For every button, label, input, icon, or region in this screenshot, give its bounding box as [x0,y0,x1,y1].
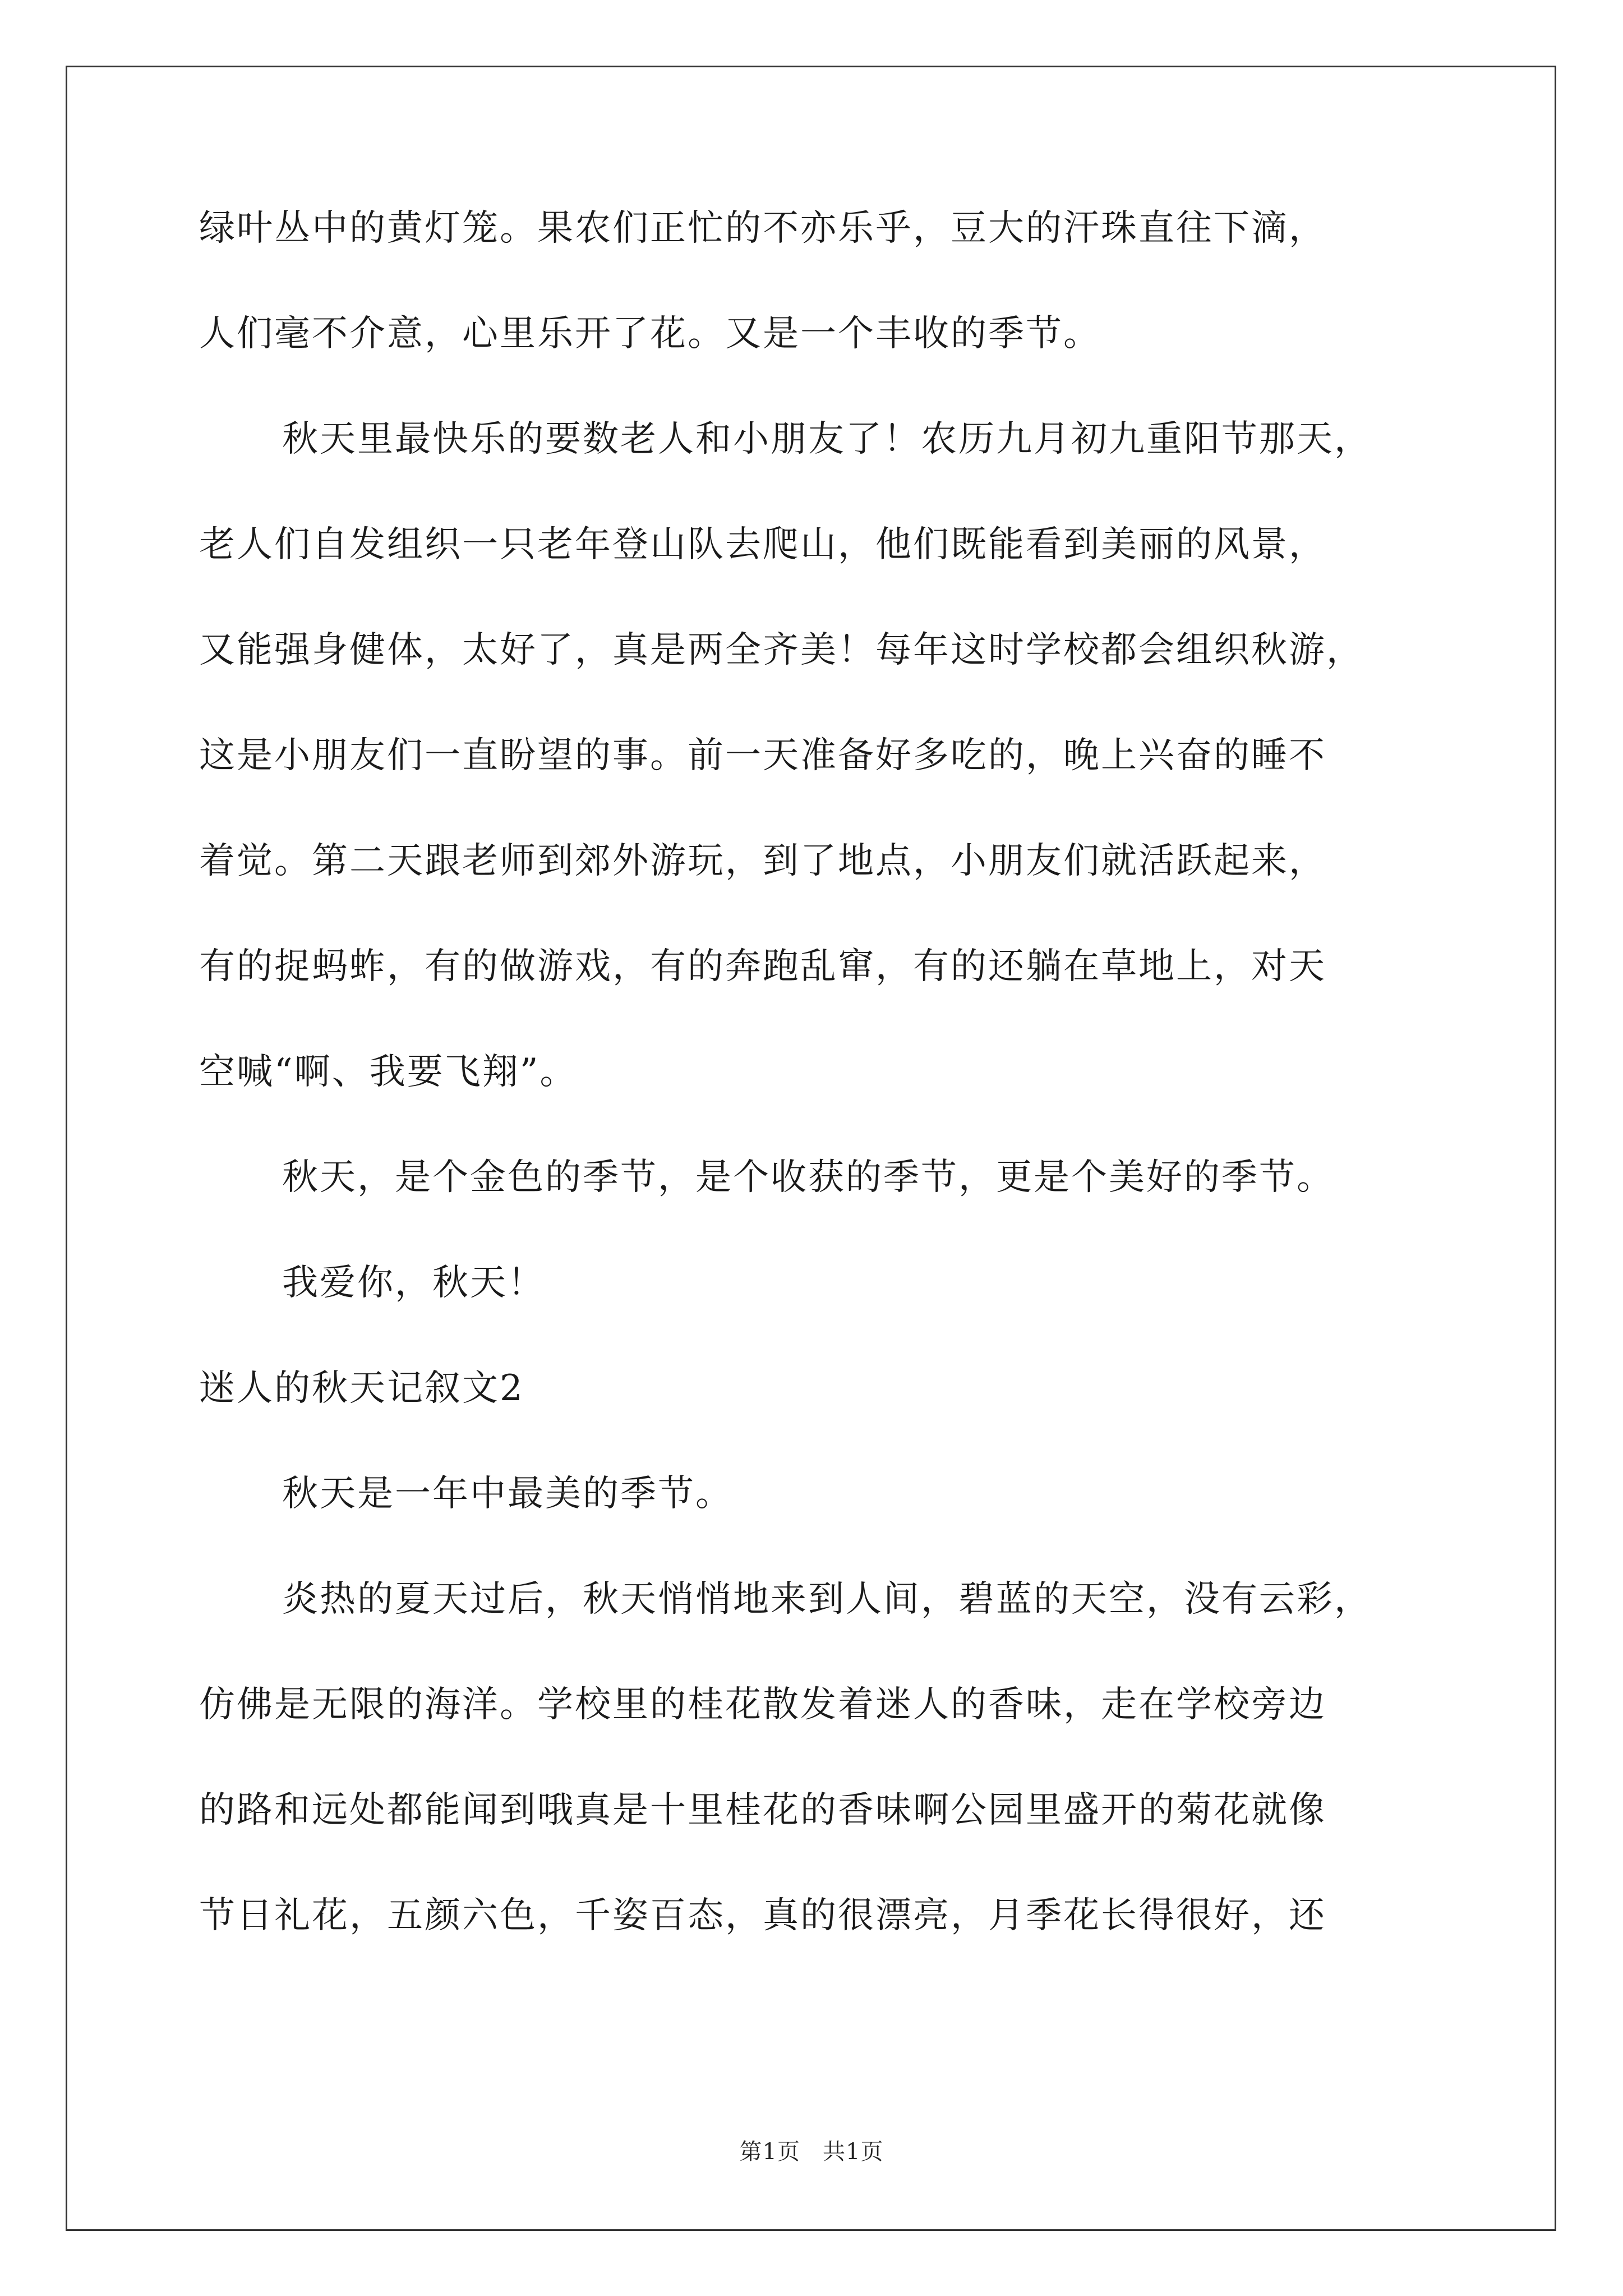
text-line: 绿叶丛中的黄灯笼。果农们正忙的不亦乐乎，豆大的汗珠直往下滴， [199,208,1326,249]
text-line: 秋天是一年中最美的季节。 [282,1473,733,1515]
document-body [199,209,1467,2001]
text-line: 老人们自发组织一只老年登山队去爬山，他们既能看到美丽的风景， [199,524,1326,565]
text-line: 人们毫不介意，心里乐开了花。又是一个丰收的季节。 [199,313,1101,355]
page-total: 共1页 [823,2139,884,2165]
text-line: 的路和远处都能闻到哦真是十里桂花的香味啊公园里盛开的菊花就像 [199,1789,1326,1831]
section-heading: 迷人的秋天记叙文2 [199,1368,524,1409]
page-number: 第1页 [739,2139,800,2165]
text-line: 又能强身健体，太好了，真是两全齐美！每年这时学校都会组织秋游， [199,629,1364,671]
text-line: 空喊“啊、我要飞翔”。 [199,1051,578,1093]
text-line: 秋天里最快乐的要数老人和小朋友了！农历九月初九重阳节那天， [282,418,1372,460]
text-line: 节日礼花，五颜六色，千姿百态，真的很漂亮，月季花长得很好，还 [199,1895,1326,1936]
text-line: 仿佛是无限的海洋。学校里的桂花散发着迷人的香味，走在学校旁边 [199,1684,1326,1726]
text-line: 秋天，是个金色的季节，是个收获的季节，更是个美好的季节。 [282,1157,1334,1198]
text-line: 有的捉蚂蚱，有的做游戏，有的奔跑乱窜，有的还躺在草地上，对天 [199,946,1326,987]
page-footer [0,2138,1623,2165]
text-line: 我爱你，秋天！ [282,1262,545,1304]
text-line: 炎热的夏天过后，秋天悄悄地来到人间，碧蓝的天空，没有云彩， [282,1579,1372,1620]
text-line: 这是小朋友们一直盼望的事。前一天准备好多吃的，晚上兴奋的睡不 [199,735,1326,776]
text-line: 着觉。第二天跟老师到郊外游玩，到了地点，小朋友们就活跃起来， [199,840,1326,882]
